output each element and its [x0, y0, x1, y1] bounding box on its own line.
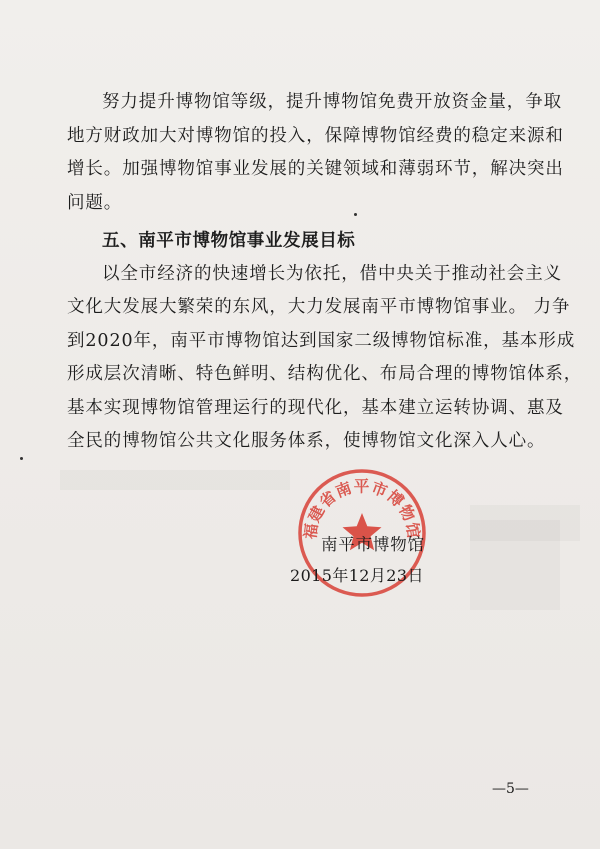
paragraph-2-line-6: 全民的博物馆公共文化服务体系，使博物馆文化深入人心。	[67, 431, 546, 451]
paragraph-1-line-1: 努力提升博物馆等级，提升博物馆免费开放资金量，争取	[102, 92, 562, 112]
svg-text:福建省南平市博物馆: 福建省南平市博物馆	[301, 477, 423, 541]
paragraph-2-line-5: 基本实现博物馆管理运行的现代化，基本建立运转协调、惠及	[67, 398, 564, 418]
paragraph-1-line-3: 增长。加强博物馆事业发展的关键领域和薄弱环节，解决突出	[67, 159, 564, 179]
paragraph-2-line-1: 以全市经济的快速增长为依托，借中央关于推动社会主义	[102, 264, 562, 284]
signature-date: 2015年12月23日	[290, 566, 424, 585]
section-heading: 五、南平市博物馆事业发展目标	[102, 231, 356, 251]
paragraph-1-line-4: 问题。	[67, 193, 123, 213]
scan-speck	[354, 213, 357, 216]
paragraph-1-line-2: 地方财政加大对博物馆的投入，保障博物馆经费的稳定来源和	[67, 126, 564, 146]
scan-speck	[20, 457, 23, 460]
paragraph-2-line-4: 形成层次清晰、特色鲜明、结构优化、布局合理的博物馆体系，	[67, 364, 583, 384]
signature-organization: 南平市博物馆	[321, 535, 425, 554]
paragraph-2-line-2: 文化大发展大繁荣的东风，大力发展南平市博物馆事业。 力争	[67, 297, 571, 317]
scan-show-through	[60, 470, 290, 490]
page-number: —5—	[492, 781, 529, 797]
scan-show-through	[470, 520, 560, 610]
paragraph-2-line-3: 到2020年，南平市博物馆达到国家二级博物馆标准，基本形成	[67, 331, 576, 351]
